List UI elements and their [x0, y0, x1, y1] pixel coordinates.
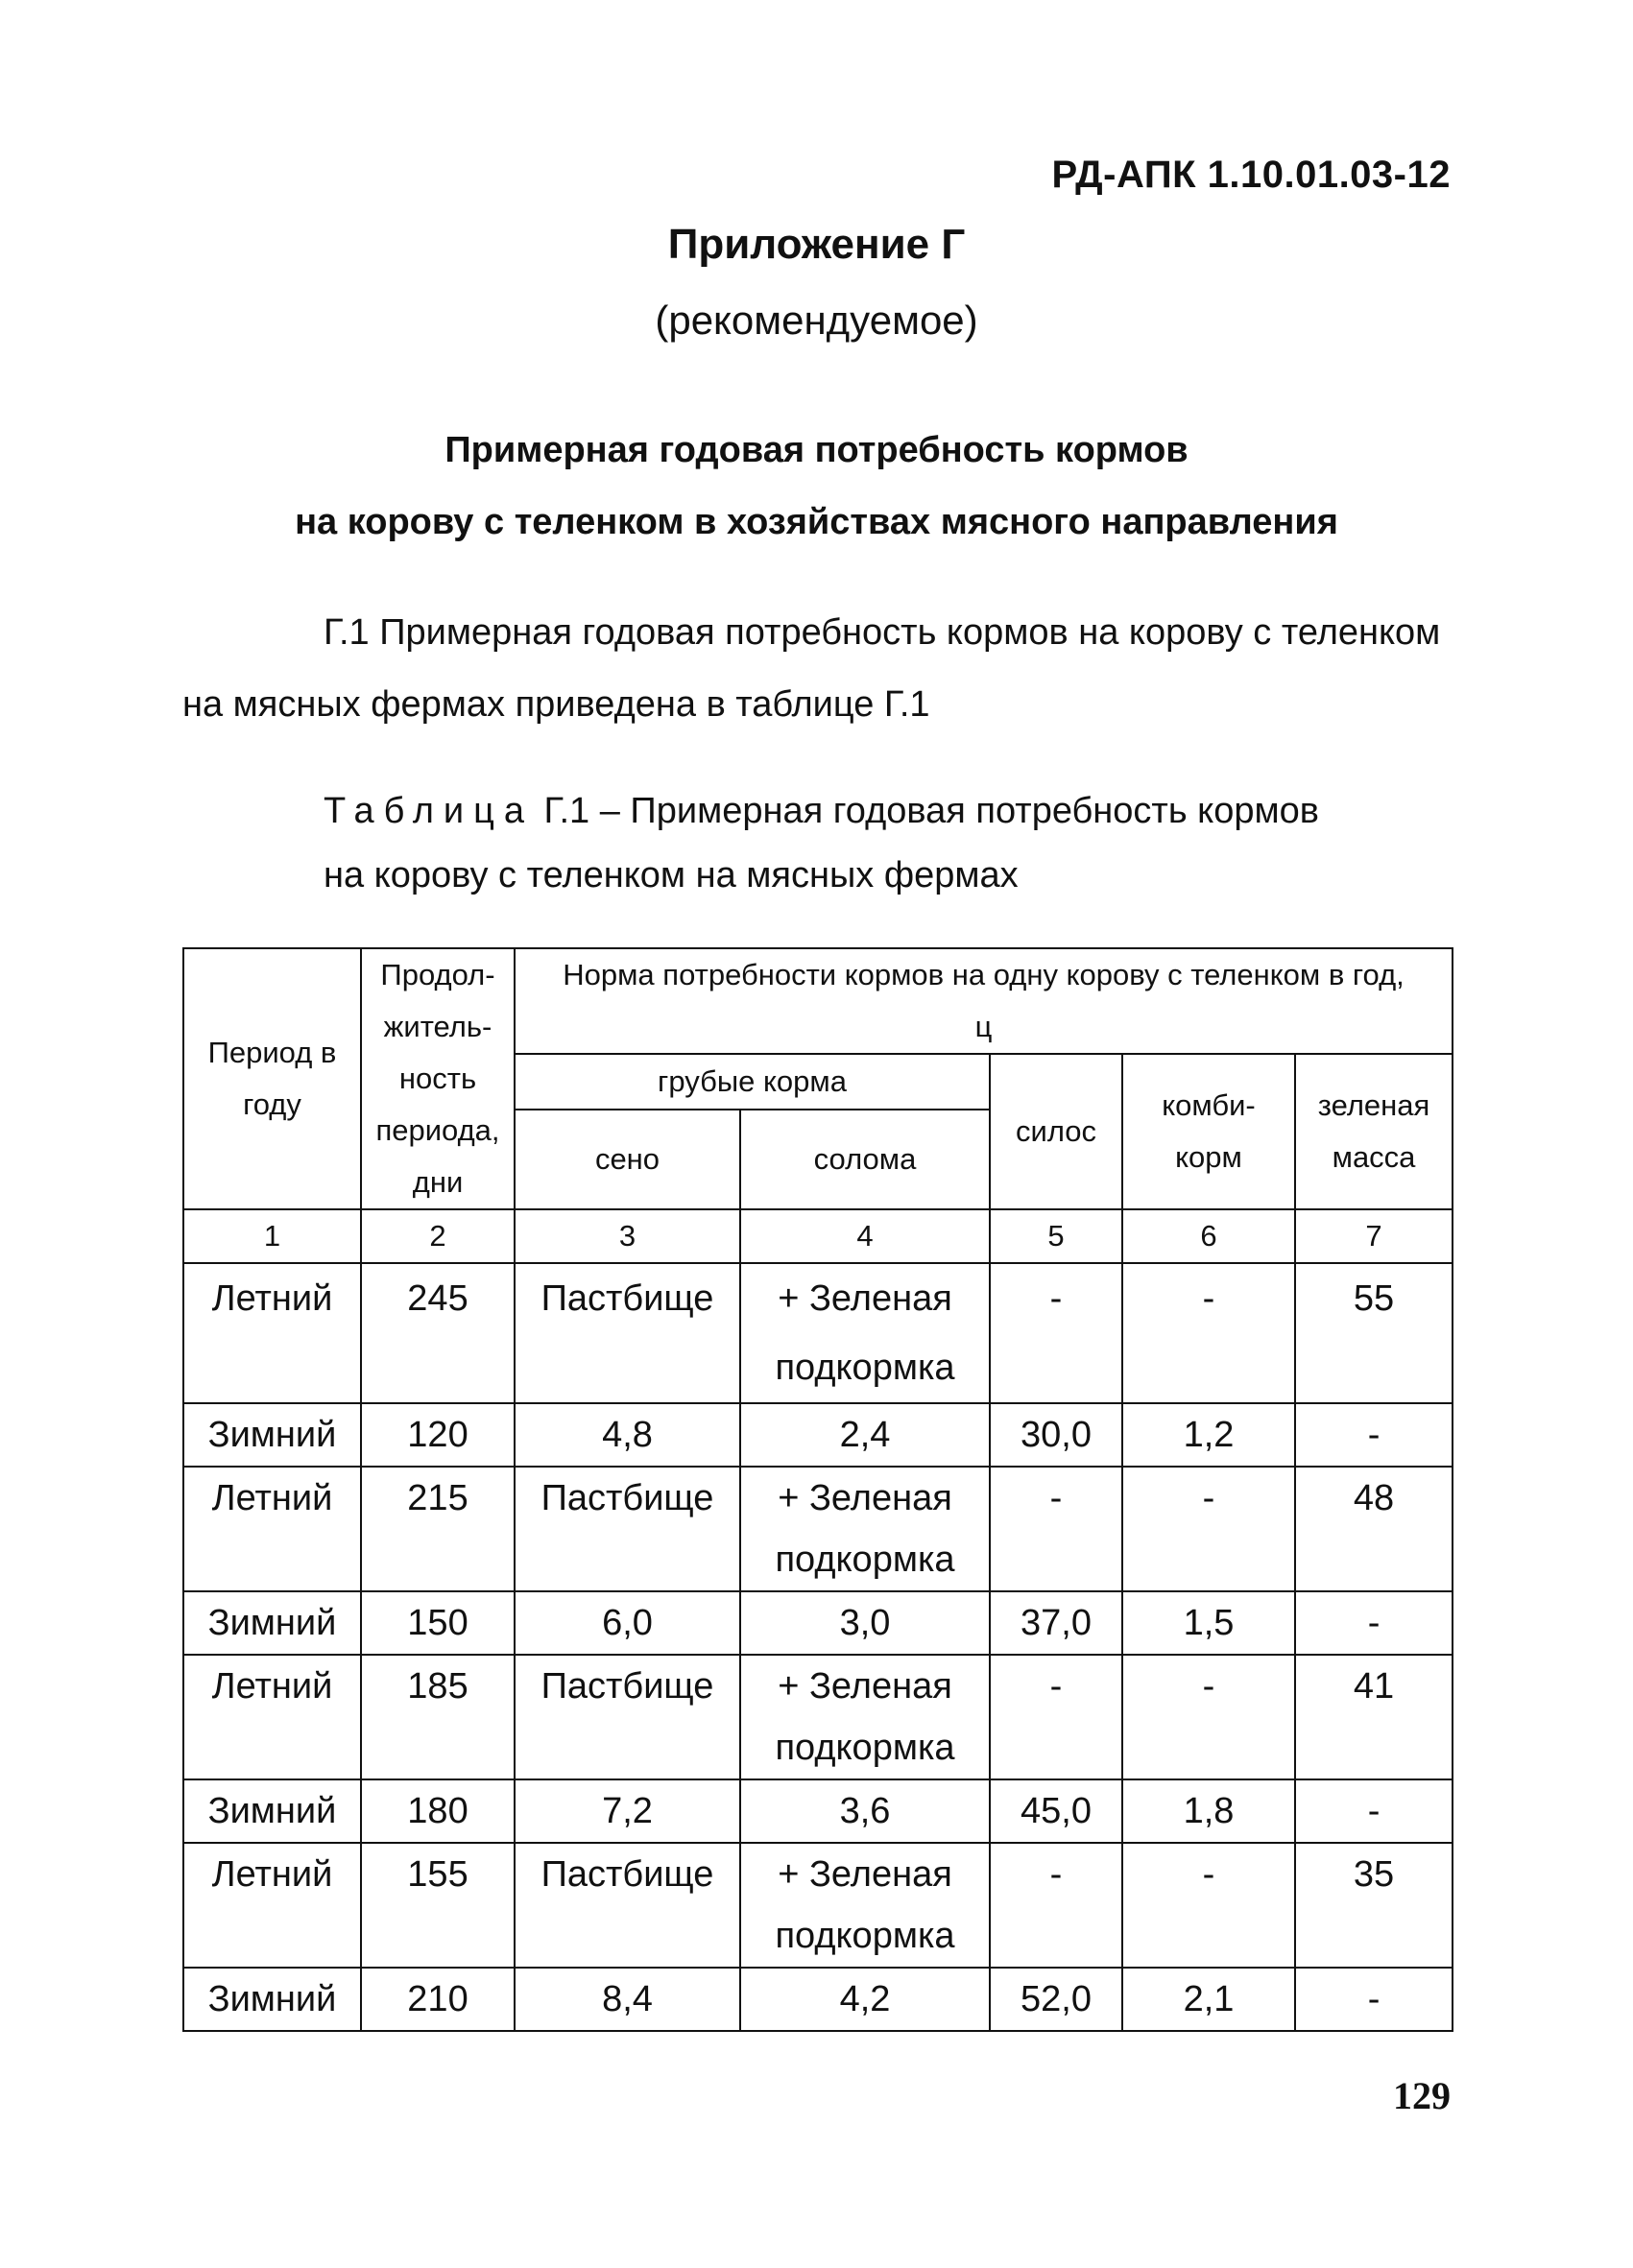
cell-compound: 1,5 [1122, 1591, 1295, 1655]
cell-hay: Пастбище [515, 1843, 740, 1968]
cell-silage: 37,0 [990, 1591, 1122, 1655]
table-caption-label: Таблица [324, 791, 534, 831]
table-row [183, 1467, 1453, 1591]
cell-period: Зимний [183, 1779, 361, 1843]
column-number: 7 [1295, 1209, 1453, 1263]
header-straw-text: солома [813, 1142, 917, 1176]
table-row [183, 1263, 1453, 1403]
header-coarse-feed [515, 1054, 990, 1110]
header-hay-text: сено [594, 1142, 660, 1176]
cell-days: 180 [361, 1779, 515, 1843]
table-caption-line-1 [324, 779, 1476, 844]
cell-green: - [1295, 1403, 1453, 1467]
cell-silage: - [990, 1843, 1122, 1968]
cell-hay: 7,2 [515, 1779, 740, 1843]
cell-straw: + Зеленая подкормка [740, 1655, 990, 1779]
header-duration-text: Продол-житель-ность периода, дни [375, 958, 500, 1199]
table-row [183, 1779, 1453, 1843]
column-number: 3 [515, 1209, 740, 1263]
header-straw [740, 1110, 990, 1209]
cell-green: 41 [1295, 1655, 1453, 1779]
section-title-line-2: на корову с теленком в хозяйствах мясного направления [295, 502, 1338, 542]
column-number: 2 [361, 1209, 515, 1263]
cell-green: - [1295, 1591, 1453, 1655]
cell-hay: Пастбище [515, 1655, 740, 1779]
feed-requirements-table [182, 947, 1453, 2032]
cell-period: Летний [183, 1655, 361, 1779]
header-green-text: зеленая масса [1317, 1088, 1430, 1174]
cell-silage: 45,0 [990, 1779, 1122, 1843]
cell-silage: - [990, 1467, 1122, 1591]
appendix-title: Приложение Г [667, 221, 966, 268]
cell-straw: 2,4 [740, 1403, 990, 1467]
cell-compound: 1,2 [1122, 1403, 1295, 1467]
header-silage-text: силос [1016, 1114, 1096, 1148]
cell-days: 150 [361, 1591, 515, 1655]
column-number: 4 [740, 1209, 990, 1263]
table-caption-line-2: на корову с теленком на мясных фермах [324, 855, 1019, 895]
cell-compound: - [1122, 1263, 1295, 1403]
cell-silage: 52,0 [990, 1968, 1122, 2031]
header-norm [515, 948, 1453, 1054]
cell-silage: 30,0 [990, 1403, 1122, 1467]
header-silage [990, 1054, 1122, 1209]
section-title [182, 415, 1451, 559]
cell-period: Зимний [183, 1403, 361, 1467]
table-row [183, 1403, 1453, 1467]
cell-period: Летний [183, 1843, 361, 1968]
table-caption-text: Г.1 – Примерная годовая потребность кормов [534, 791, 1319, 831]
cell-compound: - [1122, 1843, 1295, 1968]
cell-hay: Пастбище [515, 1467, 740, 1591]
header-compound-text: комби-корм [1162, 1088, 1256, 1174]
cell-days: 120 [361, 1403, 515, 1467]
section-title-line-1: Примерная годовая потребность кормов [444, 430, 1189, 470]
header-coarse-text: грубые корма [658, 1064, 847, 1098]
cell-green: - [1295, 1779, 1453, 1843]
header-row-1 [183, 948, 1453, 1054]
header-period-text: Период в году [207, 1036, 337, 1121]
cell-hay: Пастбище [515, 1263, 740, 1403]
cell-green: 48 [1295, 1467, 1453, 1591]
table-row [183, 1843, 1453, 1968]
column-number: 6 [1122, 1209, 1295, 1263]
cell-days: 215 [361, 1467, 515, 1591]
cell-silage: - [990, 1655, 1122, 1779]
header-period [183, 948, 361, 1209]
cell-green: 35 [1295, 1843, 1453, 1968]
cell-hay: 8,4 [515, 1968, 740, 2031]
table-row [183, 1655, 1453, 1779]
appendix-subtitle: (рекомендуемое) [655, 298, 978, 343]
cell-straw: + Зеленая подкормка [740, 1843, 990, 1968]
cell-compound: - [1122, 1467, 1295, 1591]
cell-period: Летний [183, 1263, 361, 1403]
header-compound-feed [1122, 1054, 1295, 1209]
cell-green: - [1295, 1968, 1453, 2031]
column-number: 5 [990, 1209, 1122, 1263]
header-green-mass [1295, 1054, 1453, 1209]
intro-paragraph: Г.1 Примерная годовая потребность кормов на корову с теленком на мясных фермах приведена в таблице Г.1 [182, 612, 1441, 725]
column-number-row [183, 1209, 1453, 1263]
cell-compound: - [1122, 1655, 1295, 1779]
column-number: 1 [183, 1209, 361, 1263]
table-caption [324, 779, 1476, 908]
table-row [183, 1591, 1453, 1655]
cell-hay: 6,0 [515, 1591, 740, 1655]
cell-days: 155 [361, 1843, 515, 1968]
cell-period: Летний [183, 1467, 361, 1591]
table-row [183, 1968, 1453, 2031]
cell-silage: - [990, 1263, 1122, 1403]
header-duration [361, 948, 515, 1209]
cell-days: 245 [361, 1263, 515, 1403]
cell-period: Зимний [183, 1591, 361, 1655]
cell-compound: 1,8 [1122, 1779, 1295, 1843]
cell-straw: + Зеленая подкормка [740, 1263, 990, 1403]
cell-straw: + Зеленая подкормка [740, 1467, 990, 1591]
cell-hay: 4,8 [515, 1403, 740, 1467]
header-norm-text: Норма потребности кормов на одну корову с теленком в год, ц [563, 958, 1405, 1043]
header-hay [515, 1110, 740, 1209]
cell-straw: 3,0 [740, 1591, 990, 1655]
cell-period: Зимний [183, 1968, 361, 2031]
cell-days: 210 [361, 1968, 515, 2031]
cell-days: 185 [361, 1655, 515, 1779]
cell-compound: 2,1 [1122, 1968, 1295, 2031]
page-number: 129 [1393, 2074, 1451, 2117]
document-code: РД-АПК 1.10.01.03-12 [1051, 154, 1451, 196]
cell-straw: 4,2 [740, 1968, 990, 2031]
cell-straw: 3,6 [740, 1779, 990, 1843]
cell-green: 55 [1295, 1263, 1453, 1403]
